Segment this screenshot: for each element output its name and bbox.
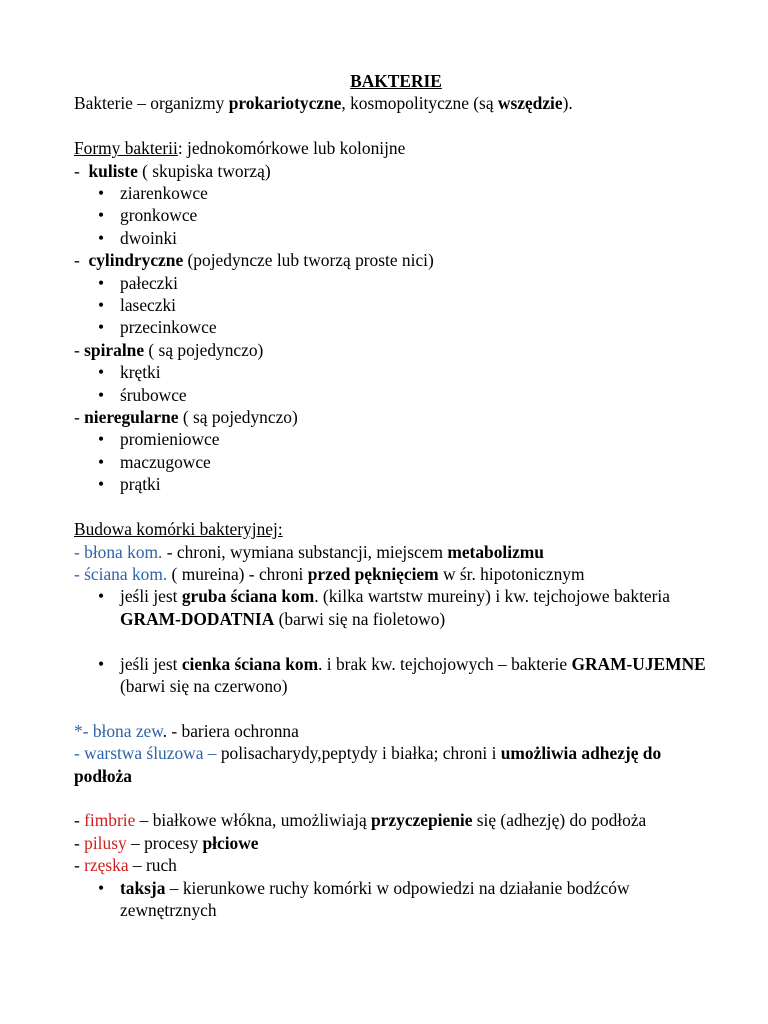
outer-membrane-line [74, 720, 728, 742]
list-item [74, 182, 728, 204]
gram-text: (barwi się na czerwono) [120, 675, 288, 696]
taxis-list [74, 877, 728, 922]
form-group-header [74, 339, 728, 361]
taxis-item [74, 877, 728, 922]
fimbriae-bold: przyczepienie [371, 810, 473, 831]
form-group-list [74, 361, 728, 406]
pili-label: pilusy [84, 832, 127, 853]
list-item-text: gronkowce [120, 205, 198, 226]
gram-text: . (kilka wartstw mureiny) i kw. tejchojowe bakteria [314, 586, 670, 607]
dash-prefix: - [74, 250, 89, 271]
intro-text: Bakterie – organizmy [74, 93, 229, 114]
structure-heading: Budowa komórki bakteryjnej: [74, 519, 283, 540]
outer-membrane-text: . - bariera ochronna [162, 720, 299, 741]
forms-heading-line [74, 137, 728, 159]
fimbriae-label: fimbrie [84, 810, 136, 831]
slime-layer-dash: – [203, 743, 221, 764]
gram-list [74, 653, 728, 698]
wall-text: ( mureina) - chroni [167, 563, 308, 584]
list-item-text: laseczki [120, 295, 177, 316]
taxis-bold: taksja [120, 877, 166, 898]
gram-bold: cienka ściana kom [181, 653, 319, 674]
membrane-text: - chroni, wymiana substancji, miejscem [162, 541, 448, 562]
wall-line [74, 563, 728, 585]
flagellum-line [74, 854, 728, 876]
intro-text: ). [562, 93, 573, 114]
gram-list [74, 585, 728, 630]
bullet-icon: • [98, 227, 105, 248]
list-item-text: promieniowce [120, 429, 220, 450]
wall-label: - ściana kom. [74, 563, 168, 584]
list-item [74, 272, 728, 294]
bullet-icon: • [98, 451, 105, 472]
form-group-list [74, 272, 728, 339]
dash-prefix: - [74, 160, 89, 181]
slime-layer-label: - warstwa śluzowa [74, 743, 204, 764]
form-group-name: spiralne [84, 339, 145, 360]
bullet-icon: • [98, 877, 105, 898]
list-item [74, 428, 728, 450]
list-item [74, 473, 728, 495]
intro-bold-everywhere: wszędzie [497, 93, 563, 114]
slime-layer-line [74, 742, 728, 787]
intro-bold-prokaryotic: prokariotyczne [228, 93, 342, 114]
fimbriae-line [74, 809, 728, 831]
list-item [74, 361, 728, 383]
membrane-bold: metabolizmu [447, 541, 544, 562]
form-group-desc: ( skupiska tworzą) [137, 160, 271, 181]
bullet-icon: • [98, 295, 105, 316]
spacer [74, 496, 728, 518]
form-group-header [74, 406, 728, 428]
forms-heading: Formy bakterii [74, 138, 178, 159]
slime-layer-bold: umożliwia adhezję do podłoża [74, 743, 662, 786]
membrane-line [74, 541, 728, 563]
gram-text: jeśli jest [120, 653, 182, 674]
gram-text: jeśli jest [120, 586, 182, 607]
dash-prefix: - [74, 407, 85, 428]
document-title: BAKTERIE [350, 71, 442, 91]
spacer [74, 697, 728, 719]
bullet-icon: • [98, 586, 105, 607]
form-group-name: nieregularne [84, 407, 179, 428]
pili-bold: płciowe [202, 832, 259, 853]
form-group-header [74, 160, 728, 182]
list-item [74, 227, 728, 249]
fimbriae-text: się (adhezję) do podłoża [472, 810, 647, 831]
list-item-text: śrubowce [120, 384, 187, 405]
membrane-label: - błona kom. [74, 541, 163, 562]
list-item-text: krętki [120, 362, 161, 383]
form-group-desc: ( są pojedynczo) [178, 407, 298, 428]
bullet-icon: • [98, 183, 105, 204]
bullet-icon: • [98, 205, 105, 226]
form-group-desc: ( są pojedynczo) [144, 339, 264, 360]
spacer [74, 115, 728, 137]
list-item [74, 294, 728, 316]
wall-bold: przed pęknięciem [307, 563, 439, 584]
list-item-text: ziarenkowce [120, 183, 208, 204]
list-item [74, 384, 728, 406]
spacer [74, 787, 728, 809]
dash-prefix: - [74, 810, 85, 831]
fimbriae-text: – białkowe włókna, umożliwiają [135, 810, 372, 831]
bullet-icon: • [98, 317, 105, 338]
gram-positive-item [74, 585, 728, 630]
list-item-text: przecinkowce [120, 317, 217, 338]
dash-prefix: - [74, 832, 85, 853]
intro-paragraph [74, 92, 728, 114]
slime-layer-text: polisacharydy,peptydy i białka; chroni i [220, 743, 501, 764]
bullet-icon: • [98, 384, 105, 405]
gram-negative-item [74, 653, 728, 698]
form-group-header [74, 249, 728, 271]
pili-line [74, 832, 728, 854]
list-item-text: prątki [120, 474, 161, 495]
bullet-icon: • [98, 653, 105, 674]
dash-prefix: - [74, 339, 85, 360]
gram-text: (barwi się na fioletowo) [274, 608, 446, 629]
gram-positive-label: GRAM-DODATNIA [120, 608, 275, 629]
form-group-name: kuliste [88, 160, 138, 181]
forms-heading-rest: : jednokomórkowe lub kolonijne [177, 138, 406, 159]
list-item [74, 451, 728, 473]
form-group-name: cylindryczne [88, 250, 184, 271]
intro-text: , kosmopolityczne (są [341, 93, 498, 114]
dash-prefix: - [74, 855, 85, 876]
form-group-desc: (pojedyncze lub tworzą proste nici) [183, 250, 434, 271]
list-item [74, 316, 728, 338]
gram-negative-label: GRAM-UJEMNE [571, 653, 706, 674]
bullet-icon: • [98, 474, 105, 495]
form-group-list [74, 182, 728, 249]
taxis-text: – kierunkowe ruchy komórki w odpowiedzi na działanie bodźców zewnętrznych [120, 877, 630, 920]
bullet-icon: • [98, 429, 105, 450]
form-group-list [74, 428, 728, 495]
flagellum-label: rzęska [84, 855, 129, 876]
gram-bold: gruba ściana kom [181, 586, 315, 607]
list-item-text: pałeczki [120, 272, 178, 293]
wall-text: w śr. hipotonicznym [438, 563, 585, 584]
spacer [74, 630, 728, 652]
list-item-text: maczugowce [120, 451, 211, 472]
list-item [74, 204, 728, 226]
gram-text: . i brak kw. tejchojowych – bakterie [318, 653, 572, 674]
pili-text: – procesy [126, 832, 203, 853]
outer-membrane-label: *- błona zew [74, 720, 163, 741]
bullet-icon: • [98, 272, 105, 293]
bullet-icon: • [98, 362, 105, 383]
flagellum-text: – ruch [128, 855, 177, 876]
list-item-text: dwoinki [120, 227, 178, 248]
